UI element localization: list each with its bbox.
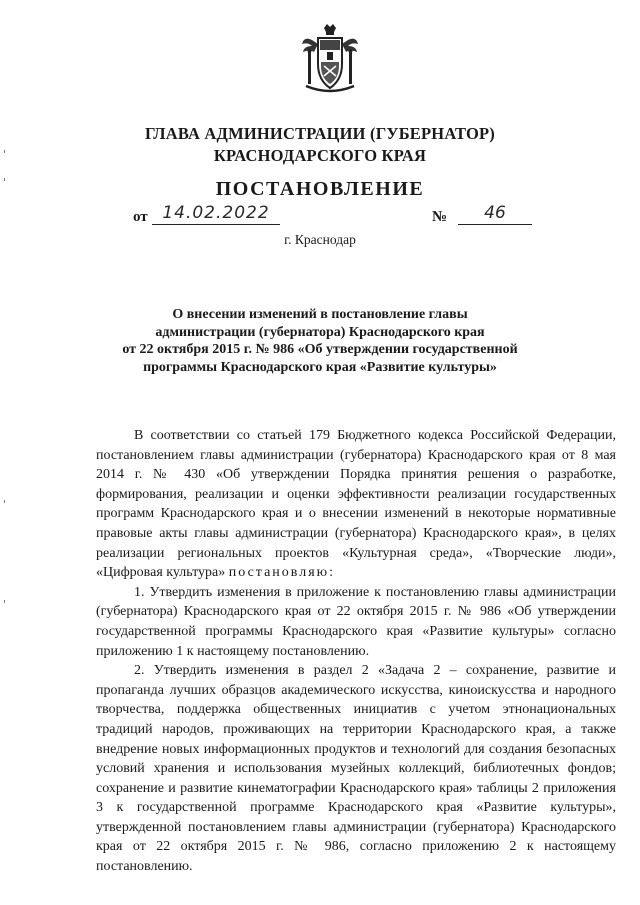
city-label: г. Краснодар: [284, 232, 356, 247]
preamble-text: В соответствии со статьей 179 Бюджетного кодекса Российской Федерации, постановлением главы администрации (губернатора) Краснодарского края от 8 мая 2014 г. № 430 «Об утверждении Порядка принятия решения о разработке, формирования, реализации и оценки эффективности реализации государственных программ Краснодарского края и о внесении изменений в некоторые нормативные правовые акты главы администрации (губернатора) Краснодарского края», в целях реализации региональных проектов «Культурная среда», «Творческие люди», «Цифровая культура»: [96, 428, 616, 581]
region-title: КРАСНОДАРСКОГО КРАЯ: [213, 146, 427, 165]
scan-mark: [4, 500, 5, 503]
number-handwritten: 46: [484, 203, 506, 223]
document-subject: [100, 306, 540, 376]
date-underline: [152, 224, 280, 225]
number-underline: [458, 224, 532, 225]
date-handwritten: 14.02.2022: [162, 203, 270, 223]
clause-1-paragraph: 1. Утвердить изменения в приложение к постановлению главы администрации (губернатора) Краснодарского края от 22 октября 2015 г. № 986 «Об утверждении государственной программы Краснодарского края «Развитие культуры» согласно приложению 1 к настоящему постановлению.: [96, 584, 616, 659]
subject-line: программы Краснодарского края «Развитие культуры»: [143, 359, 497, 375]
subject-line: администрации (губернатора) Краснодарского края: [155, 324, 485, 340]
number-prefix: №: [432, 209, 448, 225]
document-body: [96, 426, 616, 877]
clause-2-paragraph: 2. Утвердить изменения в раздел 2 «Задача 2 – сохранение, развитие и пропаганда лучших образцов академического искусства, киноискусства и народного творчества, поддержка общественных инициатив с учетом этнонациональных традиций народов, проживающих на территории Краснодарского края, а также внедрение новых информационных продуктов и технологий для создания безопасных условий хранения и использования музейных коллекций, библиотечных фондов; сохранение и развитие кинематографии Краснодарского края» таблицы 2 приложения 3 к государственной программе Краснодарского края «Развитие культуры», утвержденной постановлением главы администрации (губернатора) Краснодарского края от 22 октября 2015 г. № 986, согласно приложению 2 к настоящему постановлению.: [96, 663, 616, 875]
document-type: ПОСТАНОВЛЕНИЕ: [215, 178, 425, 200]
subject-line: О внесении изменений в постановление главы: [172, 307, 468, 322]
resolve-word: постановляю:: [228, 565, 335, 581]
date-prefix: от: [133, 209, 148, 225]
authority-title: ГЛАВА АДМИНИСТРАЦИИ (ГУБЕРНАТОР): [145, 124, 495, 143]
date-number-row: [0, 203, 640, 231]
subject-line: от 22 октября 2015 г. № 986 «Об утверждении государственной: [122, 342, 518, 357]
scan-mark: [4, 600, 5, 603]
preamble-paragraph: [96, 426, 616, 583]
coat-of-arms-emblem: [298, 22, 362, 98]
